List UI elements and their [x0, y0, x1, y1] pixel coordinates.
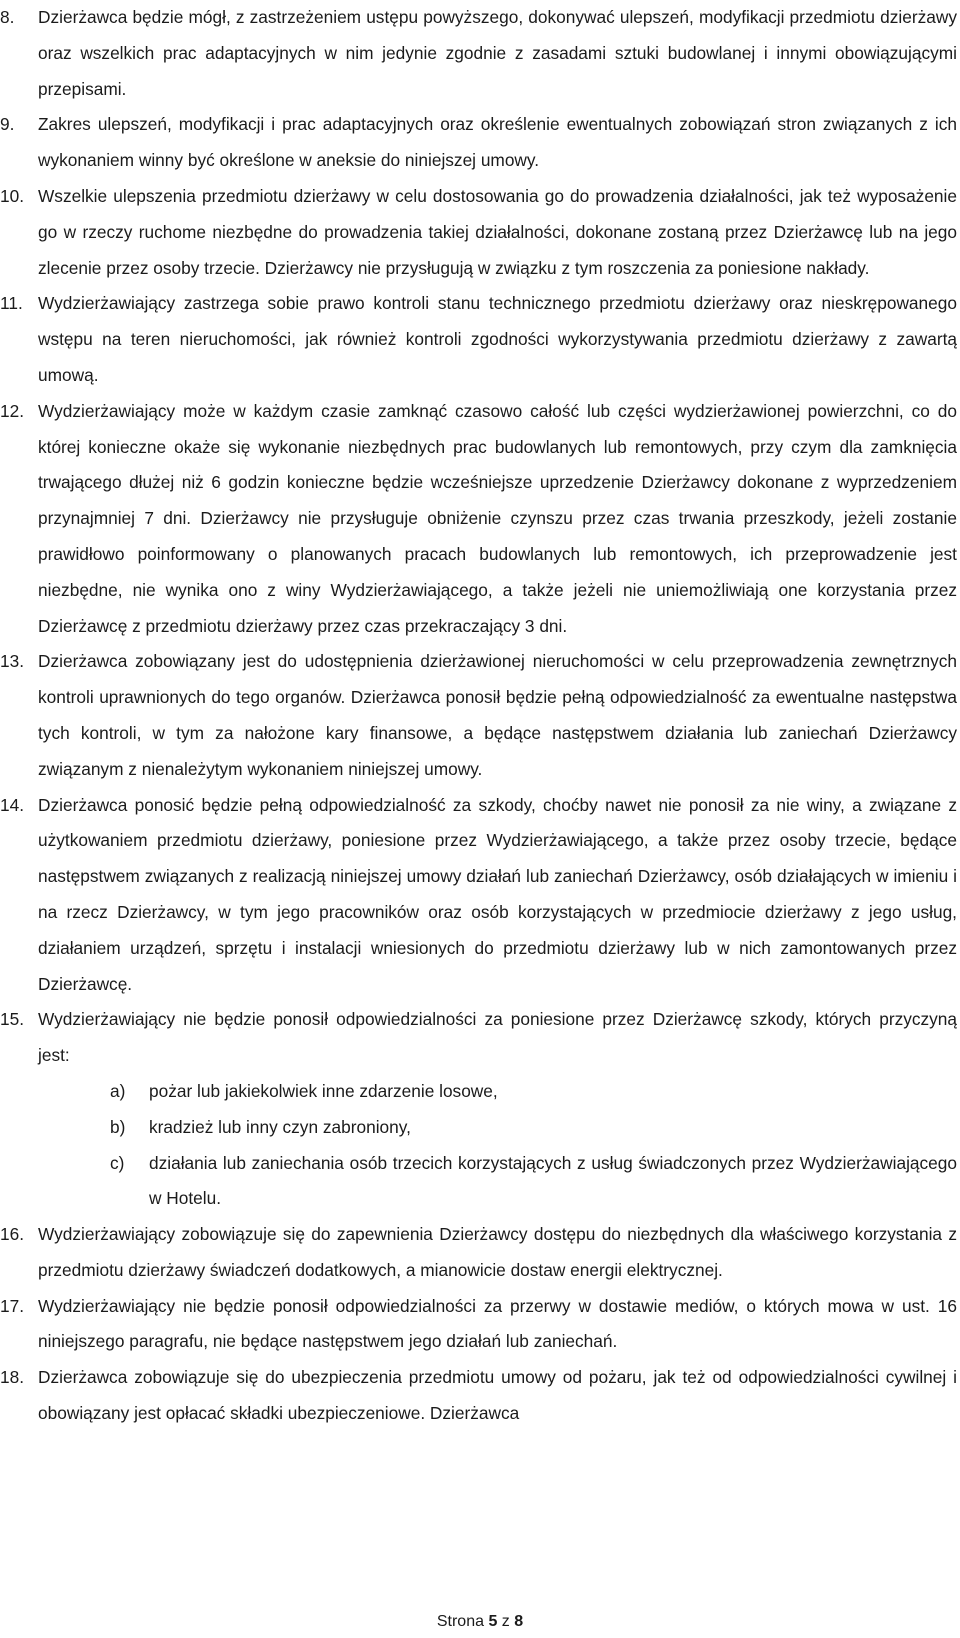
sub-list-letter: b) [110, 1116, 126, 1137]
paragraph-15 [0, 1002, 960, 1074]
paragraph-text: Wydzierżawiający zobowiązuje się do zapewnienia Dzierżawcy dostępu do niezbędnych dla właściwego korzystania z przedmiotu dzierżawy świadczeń dodatkowych, a mianowicie dostaw energii elektrycznej. [38, 1224, 957, 1280]
total-pages-number: 8 [514, 1613, 524, 1630]
paragraph-number: 15. [0, 1009, 25, 1030]
paragraph-text: Wydzierżawiający zastrzega sobie prawo kontroli stanu technicznego przedmiotu dzierżawy oraz nieskrępowanego wstępu na teren nieruchomości, jak również kontroli zgodności wykorzystywania przedmiotu dzierżawy z zawartą umową. [38, 293, 957, 385]
paragraph-text: Wszelkie ulepszenia przedmiotu dzierżawy w celu dostosowania go do prowadzenia działalności, jak też wyposażenie go w rzeczy ruchome niezbędne do prowadzenia takiej działalności, dokonane zostaną przez Dzierżawcę lub na jego zlecenie przez osoby trzecie. Dzierżawcy nie przysługują w związku z tym roszczenia za poniesione nakłady. [38, 185, 957, 278]
paragraph-number: 8. [0, 7, 15, 27]
paragraph-16 [0, 1217, 960, 1289]
sub-list-item [0, 1074, 960, 1110]
sub-list-text: pożar lub jakiekolwiek inne zdarzenie losowe, [149, 1080, 498, 1101]
sub-list-text: kradzież lub inny czyn zabroniony, [149, 1116, 411, 1137]
sub-list-letter: a) [110, 1080, 126, 1101]
paragraph-14 [0, 788, 960, 1003]
sub-list-letter: c) [110, 1152, 125, 1173]
paragraph-number: 12. [0, 400, 25, 421]
paragraph-number: 10. [0, 185, 25, 206]
paragraph-13 [0, 644, 960, 787]
paragraph-text: Wydzierżawiający nie będzie ponosił odpowiedzialności za przerwy w dostawie mediów, o których mowa w ust. 16 niniejszego paragrafu, nie będące następstwem jego działań lub zaniechań. [38, 1295, 957, 1352]
paragraph-text: Zakres ulepszeń, modyfikacji i prac adaptacyjnych oraz określenie ewentualnych zobowiązań stron związanych z ich wykonaniem winny być określone w aneksie do niniejszej umowy. [38, 114, 957, 171]
paragraph-10 [0, 179, 960, 286]
paragraph-text: Dzierżawca ponosić będzie pełną odpowiedzialność za szkody, choćby nawet nie ponosił za nie winy, a związane z użytkowaniem przedmiotu dzierżawy, poniesione przez Wydzierżawiającego, a także przez osoby trzecie, będące następstwem związanych z realizacją niniejszej umowy działań lub zaniechań Dzierżawcy, osób działających w imieniu i na rzecz Dzierżawcy, w tym jego pracowników oraz osób korzystających w przedmiocie dzierżawy z jego usług, działaniem urządzeń, sprzętu i instalacji wniesionych do przedmiotu dzierżawy lub w nich zamontowanych przez Dzierżawcę. [38, 794, 957, 994]
paragraph-text: Wydzierżawiający może w każdym czasie zamknąć czasowo całość lub części wydzierżawionej powierzchni, co do której konieczne okaże się wykonanie niezbędnych prac budowlanych lub remontowych, przy czym dla zamknięcia trwającego dłużej niż 6 godzin konieczne będzie wcześniejsze uprzedzenie Dzierżawcy dokonane z wyprzedzeniem przynajmniej 7 dni. Dzierżawcy nie przysługuje obniżenie czynszu przez czas trwania przeszkody, jeżeli zostanie prawidłowo poinformowany o planowanych pracach budowlanych lub remontowych, ich przeprowadzenie jest niezbędne, nie wynika ono z winy Wydzierżawiającego, a także jeżeli nie uniemożliwiają one korzystania przez Dzierżawcę z przedmiotu dzierżawy przez czas przekraczający 3 dni. [38, 400, 957, 636]
paragraph-number: 13. [0, 651, 25, 672]
footer-separator: z [501, 1613, 510, 1630]
sub-list [0, 1074, 960, 1217]
sub-list-text: działania lub zaniechania osób trzecich korzystających z usług świadczonych przez Wydzierżawiającego w Hotelu. [149, 1152, 957, 1209]
paragraph-17 [0, 1289, 960, 1361]
paragraph-number: 9. [0, 114, 15, 135]
paragraph-text: Dzierżawca będzie mógł, z zastrzeżeniem ustępu powyższego, dokonywać ulepszeń, modyfikacji przedmiotu dzierżawy oraz wszelkich prac adaptacyjnych w nim jedynie zgodnie z zasadami sztuki budowlanej i innymi obowiązującymi przepisami. [38, 7, 957, 99]
paragraph-9 [0, 107, 960, 179]
current-page-number: 5 [488, 1613, 498, 1630]
sub-list-item [0, 1146, 960, 1218]
footer-prefix: Strona [436, 1613, 484, 1630]
page-footer [0, 1612, 960, 1632]
paragraph-11 [0, 286, 960, 393]
paragraph-number: 17. [0, 1295, 25, 1316]
paragraph-12 [0, 394, 960, 645]
sub-list-item [0, 1110, 960, 1146]
paragraph-text: Wydzierżawiający nie będzie ponosił odpowiedzialności za poniesione przez Dzierżawcę szkody, których przyczyną jest: [38, 1009, 957, 1066]
paragraph-text: Dzierżawca zobowiązany jest do udostępnienia dzierżawionej nieruchomości w celu przeprowadzenia zewnętrznych kontroli uprawnionych do tego organów. Dzierżawca ponosił będzie pełną odpowiedzialność za ewentualne następstwa tych kontroli, w tym za nałożone kary finansowe, a będące następstwem działania lub zaniechań Dzierżawcy związanym z nienależytym wykonaniem niniejszej umowy. [38, 651, 957, 779]
paragraph-number: 18. [0, 1367, 25, 1388]
paragraph-number: 11. [0, 293, 23, 314]
paragraph-number: 16. [0, 1224, 25, 1245]
paragraph-text: Dzierżawca zobowiązuje się do ubezpieczenia przedmiotu umowy od pożaru, jak też od odpowiedzialności cywilnej i obowiązany jest opłacać składki ubezpieczeniowe. Dzierżawca [38, 1367, 957, 1424]
paragraph-8 [0, 0, 960, 107]
paragraph-18 [0, 1360, 960, 1432]
paragraph-number: 14. [0, 794, 25, 815]
